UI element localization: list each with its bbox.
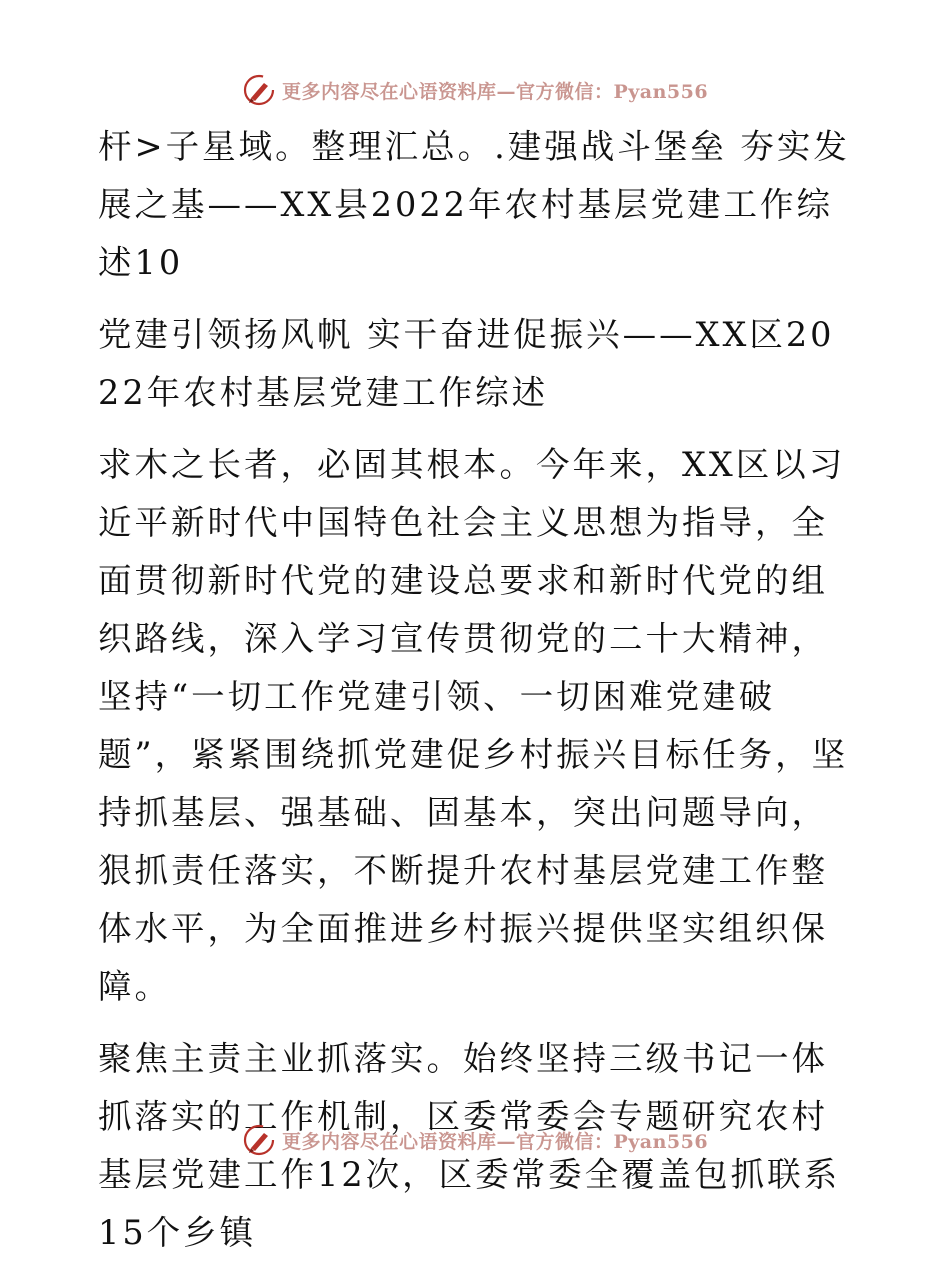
paragraph-3: 求木之长者，必固其根本。今年来，XX区以习近平新时代中国特色社会主义思想为指导，全面贯彻新时代党的建设总要求和新时代党的组织路线，深入学习宣传贯彻党的二十大精神，坚持“一切工作党建引领、一切困难党建破题”，紧紧围绕抓党建促乡村振兴目标任务，坚持抓基层、强基础、固基本，突出问题导向，狠抓责任落实，不断提升农村基层党建工作整体水平，为全面推进乡村振兴提供坚实组织保障。 <box>98 445 849 1006</box>
footer-watermark <box>0 1120 950 1160</box>
pen-logo-icon <box>242 1123 276 1157</box>
paragraph-4: 聚焦主责主业抓落实。始终坚持三级书记一体抓落实的工作机制，区委常委会专题研究农村基层党建工作12次，区委常委全覆盖包抓联系15个乡镇 <box>98 1039 841 1252</box>
paragraph-2: 党建引领扬风帆 实干奋进促振兴——XX区2022年农村基层党建工作综述 <box>98 315 835 412</box>
watermark-text: 更多内容尽在心语资料库—官方微信：Pyan556 <box>281 80 709 103</box>
paragraph-1: 杆>子星域。整理汇总。.建强战斗堡垒 夯实发展之基——XX县2022年农村基层党建工作综述10 <box>98 127 850 282</box>
watermark-text: 更多内容尽在心语资料库—官方微信：Pyan556 <box>281 1130 709 1153</box>
pen-logo-icon <box>242 73 276 107</box>
header-watermark <box>0 70 950 110</box>
document-body <box>98 118 858 1262</box>
